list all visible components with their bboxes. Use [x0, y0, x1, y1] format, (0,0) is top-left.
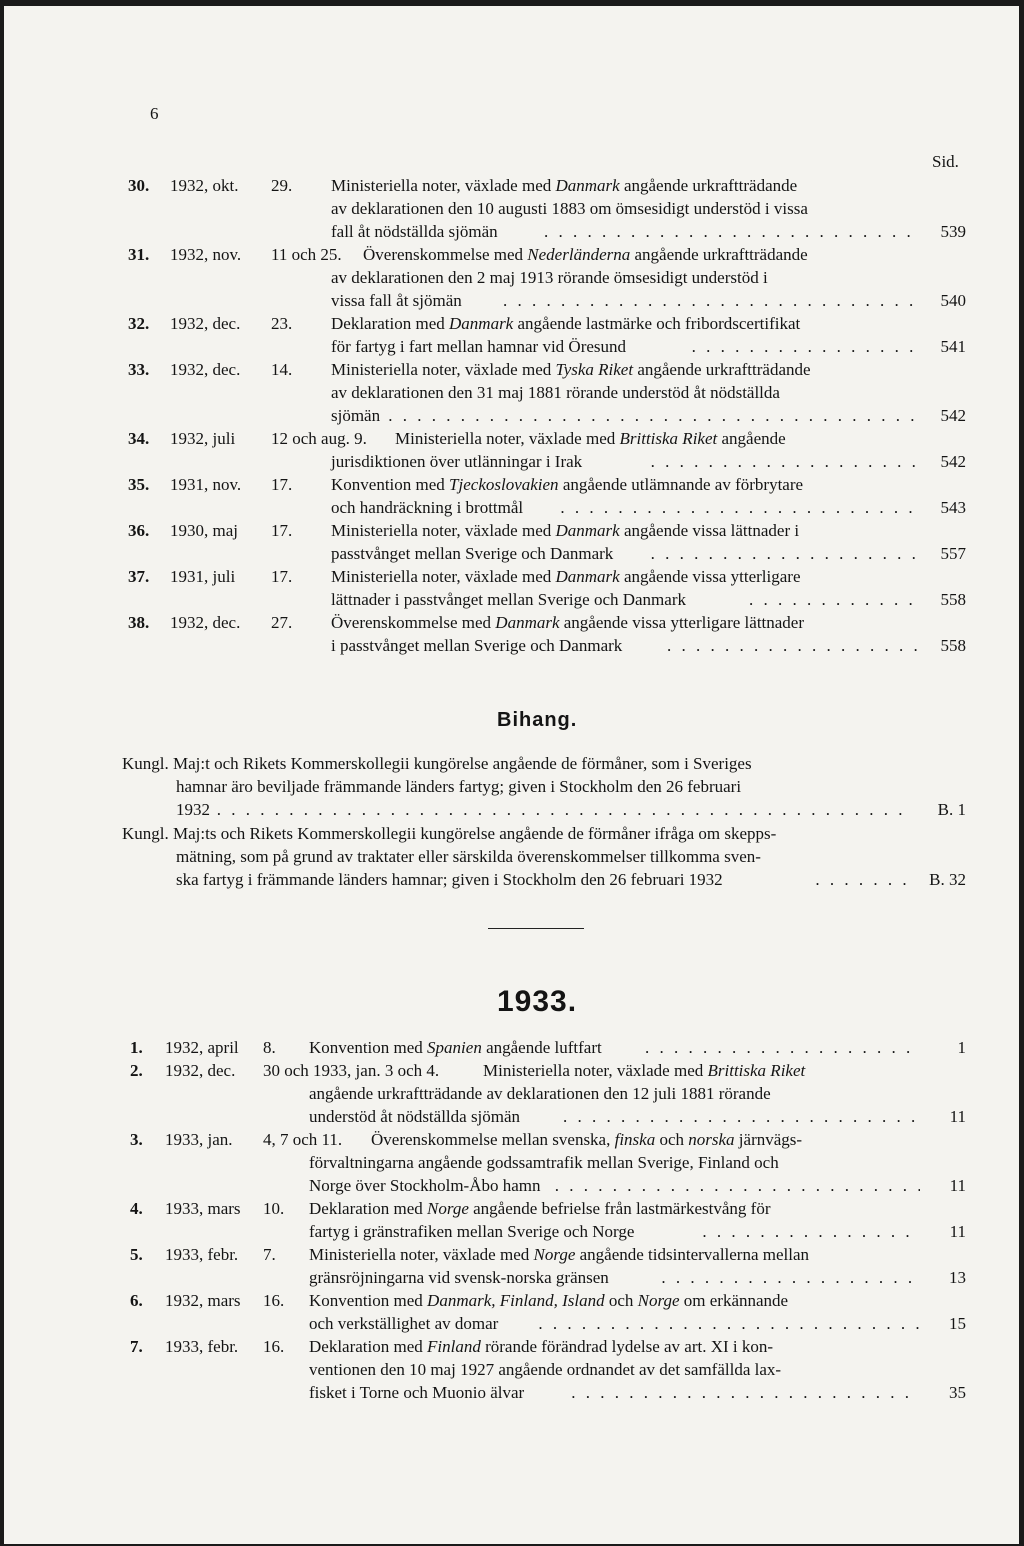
text-segment: om erkännande — [679, 1291, 789, 1310]
entry-day: 16. — [263, 1291, 285, 1310]
country-name: Tyska Riket — [555, 360, 634, 379]
entry-page-number: 11 — [949, 1107, 966, 1126]
text-segment: och — [604, 1291, 638, 1310]
entry-text-line — [309, 1222, 634, 1242]
entry-date: 1933, febr. — [165, 1245, 239, 1264]
text-segment: och verkställighet av domar — [309, 1314, 499, 1333]
entry-text-line — [309, 1107, 520, 1127]
entry-number: 5. — [130, 1245, 143, 1264]
entry-text-line — [331, 268, 768, 288]
dot-leader — [388, 406, 920, 426]
entry-date: 1931, nov. — [170, 475, 242, 494]
text-segment: Konvention med — [309, 1038, 428, 1057]
page-number: 6 — [150, 104, 159, 123]
country-name: Danmark, Finland, Island — [427, 1291, 605, 1310]
entry-date: 1930, maj — [170, 521, 238, 540]
entry-text-line — [371, 1130, 802, 1150]
text-segment: angående urkraftträdande — [633, 360, 811, 379]
text-segment: rörande förändrad lydelse av art. XI i kon- — [480, 1337, 774, 1356]
entry-number: 4. — [130, 1199, 143, 1218]
dot-leader — [544, 222, 920, 242]
text-segment: lättnader i passtvånget mellan Sverige och Danmark — [331, 590, 686, 609]
country-name: finska — [614, 1130, 656, 1149]
entry-day: 7. — [263, 1245, 276, 1264]
entry-text-line — [331, 475, 803, 495]
text-segment: Överenskommelse med — [331, 613, 496, 632]
bihang-text-line: ska fartyg i främmande länders hamnar; given i Stockholm den 26 februari 1932 — [176, 870, 723, 889]
dot-leader — [661, 1268, 920, 1288]
bihang-heading: Bihang. — [497, 709, 578, 731]
entry-number: 3. — [130, 1130, 143, 1149]
section-divider — [488, 928, 584, 929]
text-segment: angående — [717, 429, 786, 448]
entry-text-line — [331, 337, 626, 357]
text-segment: angående urkraftträdande — [619, 176, 798, 195]
entry-page-number: 558 — [940, 636, 966, 655]
dot-leader — [651, 452, 920, 472]
country-name: Danmark — [555, 567, 620, 586]
entry-number: 36. — [128, 521, 150, 540]
text-segment: Överenskommelse mellan svenska, — [371, 1130, 615, 1149]
entry-text-line — [331, 567, 801, 587]
text-segment: angående vissa ytterligare — [619, 567, 801, 586]
entry-number: 37. — [128, 567, 150, 586]
text-segment: Ministeriella noter, växlade med — [309, 1245, 534, 1264]
text-segment: angående utlämnande av förbrytare — [558, 475, 804, 494]
entry-number: 32. — [128, 314, 150, 333]
country-name: Tjeckoslovakien — [449, 475, 559, 494]
text-segment: och handräckning i brottmål — [331, 498, 524, 517]
entry-text-line — [331, 199, 808, 219]
text-segment: gränsröjningarna vid svensk-norska gränsen — [309, 1268, 609, 1287]
text-segment: jurisdiktionen över utlänningar i Irak — [331, 452, 583, 471]
text-segment: Ministeriella noter, växlade med — [331, 567, 556, 586]
text-segment: ventionen den 10 maj 1927 angående ordnandet av det samfällda lax- — [309, 1360, 782, 1379]
dot-leader — [217, 800, 912, 820]
text-segment: förvaltningarna angående godssamtrafik mellan Sverige, Finland och — [309, 1153, 779, 1172]
entry-text-line — [331, 314, 800, 334]
text-segment: Ministeriella noter, växlade med — [331, 176, 556, 195]
dot-leader — [645, 1038, 920, 1058]
entry-date: 1932, april — [165, 1038, 239, 1057]
entry-page-number: 539 — [940, 222, 966, 241]
entry-text-line — [309, 1176, 541, 1196]
entry-text-line — [483, 1061, 805, 1081]
entry-text-line — [309, 1084, 771, 1104]
text-segment: Deklaration med — [309, 1337, 428, 1356]
text-segment: Konvention med — [309, 1291, 428, 1310]
page-column-header: Sid. — [932, 152, 959, 171]
text-segment: vissa fall åt sjömän — [331, 291, 462, 310]
entry-text-line — [331, 360, 811, 380]
text-segment: Ministeriella noter, växlade med — [395, 429, 620, 448]
entry-date: 1932, dec. — [165, 1061, 236, 1080]
entry-day: 17. — [271, 475, 293, 494]
text-segment: fisket i Torne och Muonio älvar — [309, 1383, 525, 1402]
text-segment: Deklaration med — [331, 314, 450, 333]
country-name: Danmark — [555, 521, 620, 540]
entry-date: 1932, dec. — [170, 360, 241, 379]
entry-text-line — [309, 1314, 498, 1334]
entry-text-line — [331, 291, 462, 311]
entry-date: 1932, okt. — [170, 176, 239, 195]
entry-day: 11 och 25. — [271, 245, 342, 264]
country-name: norska — [688, 1130, 735, 1149]
dot-leader — [503, 291, 920, 311]
entry-text-line — [309, 1153, 779, 1173]
entry-text-line — [331, 613, 804, 633]
entry-text-line — [309, 1383, 524, 1403]
text-segment: sjömän — [331, 406, 381, 425]
text-segment: av deklarationen den 10 augusti 1883 om ömsesidigt understöd i vissa — [331, 199, 808, 218]
text-segment: fartyg i gränstrafiken mellan Sverige och Norge — [309, 1222, 635, 1241]
text-segment: Överenskommelse med — [363, 245, 528, 264]
entry-text-line — [331, 383, 780, 403]
country-name: Danmark — [449, 314, 514, 333]
entry-text-line — [331, 590, 686, 610]
text-segment: Deklaration med — [309, 1199, 428, 1218]
entry-number: 33. — [128, 360, 150, 379]
text-segment: angående tidsintervallerna mellan — [575, 1245, 810, 1264]
entry-page-number: 15 — [949, 1314, 966, 1333]
bihang-text-line: 1932 — [176, 800, 210, 819]
country-name: Brittiska Riket — [707, 1061, 806, 1080]
entry-day: 23. — [271, 314, 293, 333]
entry-day: 8. — [263, 1038, 276, 1057]
country-name: Spanien — [427, 1038, 482, 1057]
entry-number: 7. — [130, 1337, 143, 1356]
entry-text-line — [395, 429, 786, 449]
entry-date: 1933, mars — [165, 1199, 241, 1218]
entry-day: 17. — [271, 521, 293, 540]
country-name: Nederländerna — [527, 245, 631, 264]
text-segment: för fartyg i fart mellan hamnar vid Öresund — [331, 337, 627, 356]
entry-page-number: 558 — [940, 590, 966, 609]
dot-leader — [571, 1383, 920, 1403]
entry-day: 14. — [271, 360, 293, 379]
text-segment: angående vissa lättnader i — [619, 521, 800, 540]
entry-day: 4, 7 och 11. — [263, 1130, 343, 1149]
entry-page-number: 557 — [940, 544, 966, 563]
text-segment: i passtvånget mellan Sverige och Danmark — [331, 636, 623, 655]
entry-text-line — [309, 1199, 771, 1219]
entry-page-number: 541 — [940, 337, 966, 356]
entry-page-number: 13 — [949, 1268, 966, 1287]
entry-day: 30 och 1933, jan. 3 och 4. — [263, 1061, 440, 1080]
text-segment: angående vissa ytterligare lättnader — [559, 613, 805, 632]
entry-text-line — [309, 1245, 809, 1265]
text-segment: Ministeriella noter, växlade med — [483, 1061, 708, 1080]
dot-leader — [538, 1314, 920, 1334]
text-segment: och — [655, 1130, 689, 1149]
entry-number: 6. — [130, 1291, 143, 1310]
entry-day: 17. — [271, 567, 293, 586]
dot-leader — [749, 590, 920, 610]
text-segment: av deklarationen den 2 maj 1913 rörande ömsesidigt understöd i — [331, 268, 768, 287]
text-segment: angående urkraftträdande — [630, 245, 808, 264]
dot-leader — [560, 498, 920, 518]
entry-number: 1. — [130, 1038, 143, 1057]
entry-page-number: 542 — [940, 406, 966, 425]
entry-page-number: 35 — [949, 1383, 966, 1402]
entry-text-line — [309, 1360, 781, 1380]
dot-leader — [563, 1107, 920, 1127]
entry-page-number: 543 — [940, 498, 966, 517]
entry-day: 10. — [263, 1199, 285, 1218]
entry-date: 1932, dec. — [170, 314, 241, 333]
entry-date: 1933, jan. — [165, 1130, 233, 1149]
entry-day: 29. — [271, 176, 293, 195]
entry-page-number: 1 — [957, 1038, 966, 1057]
entry-number: 2. — [130, 1061, 143, 1080]
country-name: Danmark — [555, 176, 620, 195]
text-segment: fall åt nödställda sjömän — [331, 222, 498, 241]
dot-leader — [692, 337, 920, 357]
country-name: Norge — [533, 1245, 576, 1264]
bihang-text-line: Kungl. Maj:ts och Rikets Kommerskollegii kungörelse angående de förmåner ifråga om skepps- — [122, 824, 777, 843]
entry-text-line — [331, 544, 613, 564]
entry-number: 31. — [128, 245, 150, 264]
entry-number: 38. — [128, 613, 150, 632]
dot-leader — [815, 870, 912, 890]
country-name: Norge — [427, 1199, 469, 1218]
dot-leader — [667, 636, 920, 656]
country-name: Danmark — [495, 613, 560, 632]
entry-date: 1932, dec. — [170, 613, 241, 632]
year-heading: 1933. — [497, 985, 578, 1018]
entry-text-line — [309, 1268, 609, 1288]
entry-day: 12 och aug. 9. — [271, 429, 367, 448]
entry-text-line — [331, 452, 582, 472]
entry-date: 1932, mars — [165, 1291, 241, 1310]
bihang-page-number: B. 1 — [937, 800, 966, 819]
text-segment: passtvånget mellan Sverige och Danmark — [331, 544, 614, 563]
entry-number: 34. — [128, 429, 150, 448]
entry-number: 35. — [128, 475, 150, 494]
entry-text-line — [331, 176, 797, 196]
entry-text-line — [309, 1038, 602, 1058]
entry-text-line — [331, 636, 622, 656]
entry-date: 1931, juli — [170, 567, 236, 586]
bihang-text-line: mätning, som på grund av traktater eller särskilda överenskommelser tillkomma sven- — [176, 847, 761, 866]
entry-number: 30. — [128, 176, 150, 195]
text-segment: av deklarationen den 31 maj 1881 rörande understöd åt nödställda — [331, 383, 780, 402]
dot-leader — [651, 544, 920, 564]
text-segment: angående lastmärke och fribordscertifikat — [513, 314, 801, 333]
text-segment: angående befrielse från lastmärkestvång för — [468, 1199, 771, 1218]
dot-leader — [702, 1222, 920, 1242]
text-segment: Ministeriella noter, växlade med — [331, 360, 556, 379]
bihang-text-line: Kungl. Maj:t och Rikets Kommerskollegii kungörelse angående de förmåner, som i Sveriges — [122, 754, 752, 773]
entry-text-line — [363, 245, 808, 265]
entry-text-line — [331, 498, 523, 518]
country-name: Brittiska Riket — [619, 429, 718, 448]
text-segment: Norge över Stockholm-Åbo hamn — [309, 1176, 541, 1195]
entry-text-line — [331, 222, 498, 242]
entry-text-line — [309, 1291, 788, 1311]
entry-date: 1933, febr. — [165, 1337, 239, 1356]
entry-text-line — [331, 406, 380, 426]
country-name: Finland — [427, 1337, 481, 1356]
text-segment: angående luftfart — [481, 1038, 602, 1057]
text-segment: Konvention med — [331, 475, 450, 494]
entry-day: 27. — [271, 613, 293, 632]
entry-day: 16. — [263, 1337, 285, 1356]
entry-page-number: 542 — [940, 452, 966, 471]
entry-page-number: 11 — [949, 1176, 966, 1195]
dot-leader — [555, 1176, 920, 1196]
entry-text-line — [331, 521, 799, 541]
entry-page-number: 11 — [949, 1222, 966, 1241]
entry-date: 1932, nov. — [170, 245, 242, 264]
bihang-page-number: B. 32 — [929, 870, 966, 889]
country-name: Norge — [637, 1291, 680, 1310]
text-segment: Ministeriella noter, växlade med — [331, 521, 556, 540]
text-segment: understöd åt nödställda sjömän — [309, 1107, 521, 1126]
text-segment: angående urkraftträdande av deklarationen den 12 juli 1881 rörande — [309, 1084, 771, 1103]
bihang-text-line: hamnar äro beviljade främmande länders fartyg; given i Stockholm den 26 februari — [176, 777, 742, 796]
entry-page-number: 540 — [940, 291, 966, 310]
text-segment: järnvägs- — [734, 1130, 803, 1149]
entry-text-line — [309, 1337, 773, 1357]
entry-date: 1932, juli — [170, 429, 236, 448]
